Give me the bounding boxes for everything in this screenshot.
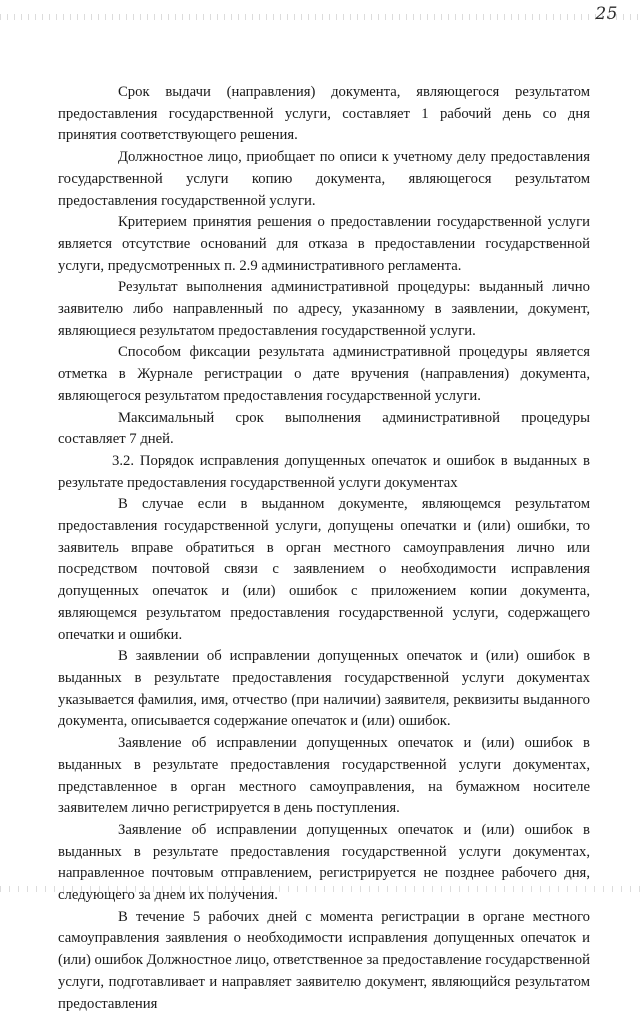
paragraph-result-recording: Способом фиксации результата административной процедуры является отметка в Журнале регистрации о дате вручения (направления) документа, являющегося результатом предоставления государственной услуги. bbox=[58, 344, 590, 404]
paragraph-official-files-copy: Должностное лицо, приобщает по описи к учетному делу предоставления государственной услуги копию документа, являющегося результатом предоставления государственной услуги. bbox=[58, 149, 590, 209]
paragraph-error-correction-request: В случае если в выданном документе, являющемся результатом предоставления государственной услуги, допущены опечатки и (или) ошибки, то заявитель вправе обратиться в орган местного самоуправления лично или посредством почтовой связи с заявлением о необходимости исправления допущенных опечаток и (или) ошибок с приложением копии документа, являющемся результатом предоставления государственной услуги, содержащего опечатки и ошибки. bbox=[58, 496, 590, 643]
paragraph-application-contents: В заявлении об исправлении допущенных опечаток и (или) ошибок в выданных в результате предоставления государственной услуги документах указывается фамилия, имя, отчество (при наличии) заявителя, реквизиты выданного документа, описывается содержание опечаток и (или) ошибок. bbox=[58, 648, 590, 730]
paragraph-issue-deadline: Срок выдачи (направления) документа, являющегося результатом предоставления государственной услуги, составляет 1 рабочий день со дня принятия соответствующего решения. bbox=[58, 84, 590, 144]
paragraph-in-person-registration: Заявление об исправлении допущенных опечаток и (или) ошибок в выданных в результате предоставления государственной услуги документах, представленное в орган местного самоуправления, на бумажном носителе заявителем лично регистрируется в день поступления. bbox=[58, 735, 590, 817]
scan-artifact-bottom bbox=[0, 886, 640, 892]
paragraph-max-duration: Максимальный срок выполнения административной процедуры составляет 7 дней. bbox=[58, 409, 590, 448]
document-body bbox=[58, 82, 590, 1015]
scan-artifact-top bbox=[0, 14, 640, 20]
paragraph-procedure-result: Результат выполнения административной процедуры: выданный лично заявителю либо направленный по адресу, указанному в заявлении, документ, являющиеся результатом предоставления государственной услуги. bbox=[58, 279, 590, 339]
paragraph-postal-registration: Заявление об исправлении допущенных опечаток и (или) ошибок в выданных в результате предоставления государственной услуги документах, направленное почтовым отправлением, регистрируется не позднее рабочего дня, следующего за днем их получения. bbox=[58, 821, 590, 904]
paragraph-decision-criterion: Критерием принятия решения о предоставлении государственной услуги является отсутствие оснований для отказа в предоставлении государственной услуги, предусмотренных п. 2.9 административного регламента. bbox=[58, 214, 590, 274]
section-heading-3-2: 3.2. Порядок исправления допущенных опечаток и ошибок в выданных в результате предоставления государственной услуги документах bbox=[58, 452, 590, 491]
paragraph-correction-timeline: В течение 5 рабочих дней с момента регистрации в органе местного самоуправления заявления о необходимости исправления допущенных опечаток и (или) ошибок Должностное лицо, ответственное за предоставление государственной услуги, подготавливает и направляет заявителю документ, являющийся результатом предоставления bbox=[58, 908, 590, 1012]
page-number: 25 bbox=[595, 4, 618, 24]
